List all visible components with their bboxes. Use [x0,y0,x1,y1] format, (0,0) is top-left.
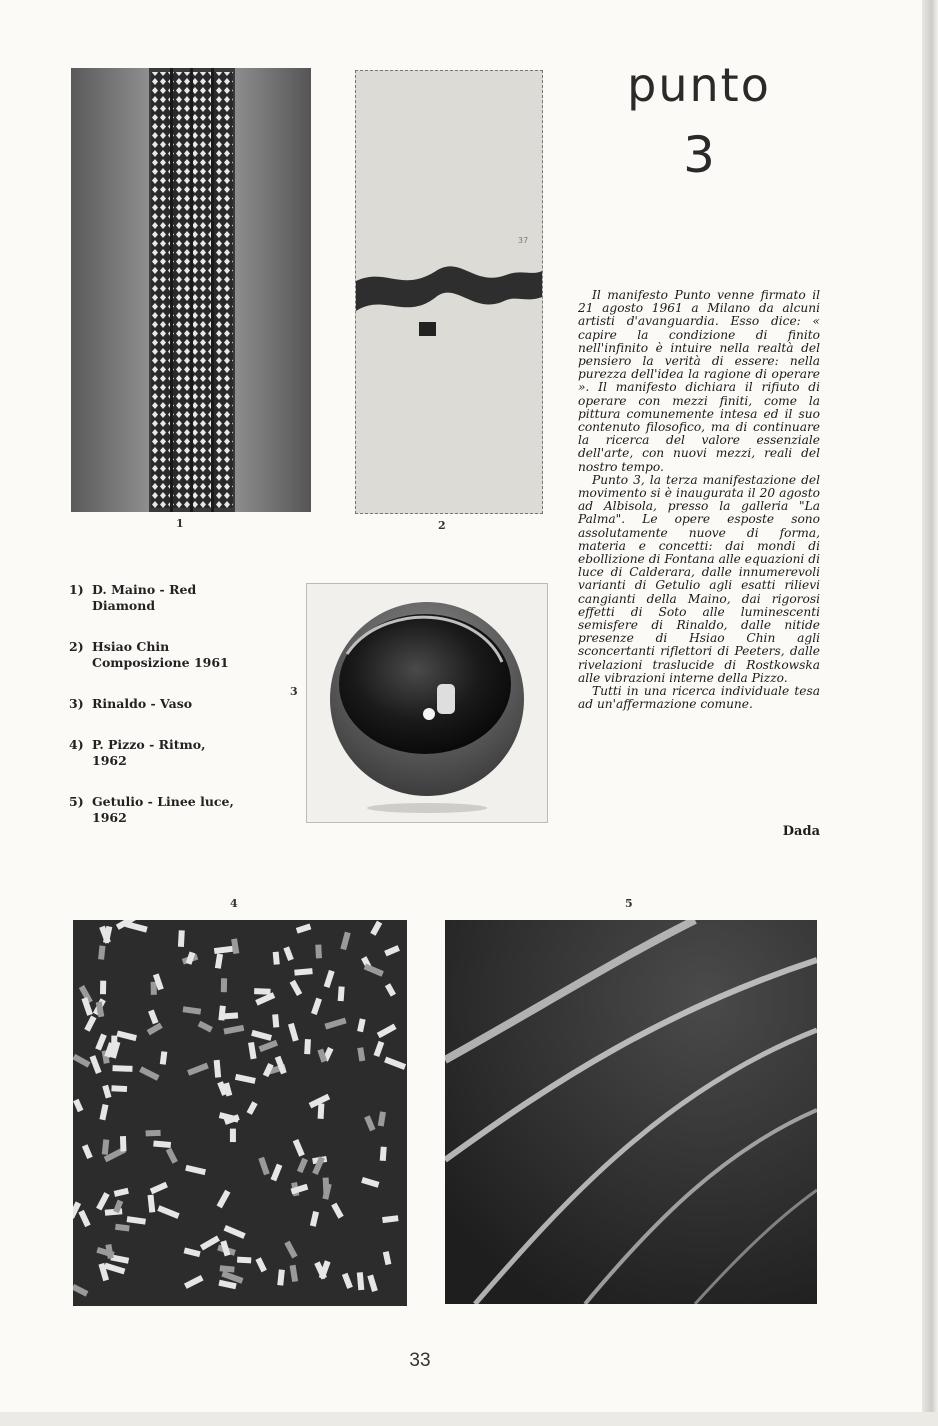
pattern-tile [361,1177,379,1188]
figure-1-red-diamond [71,68,311,512]
pattern-tile [105,1244,113,1259]
caption-text: Hsiao Chin Composizione 1961 [92,639,229,670]
caption-item [69,737,239,769]
pattern-tile [364,964,384,977]
caption-item [69,639,239,671]
pattern-tile [385,983,396,996]
caption-text: Getulio - Linee luce, 1962 [92,794,234,825]
pattern-tile [259,1040,278,1052]
pattern-tile [271,1164,283,1182]
pattern-tile [224,1225,246,1239]
pattern-tile [223,1025,244,1035]
pattern-tile [357,1018,366,1032]
page-title: punto [627,58,771,112]
figure-4-ritmo [73,920,407,1306]
pattern-tile [112,1065,132,1072]
pattern-tile [220,1265,235,1272]
pattern-tile [139,1066,159,1080]
bottom-strip [0,1412,938,1426]
pattern-tile [185,1165,206,1175]
pattern-tile [273,952,280,965]
figure-4-image [73,920,407,1306]
pattern-tile [318,1103,325,1119]
pattern-tile [84,1016,96,1032]
pattern-tile [251,1030,272,1041]
pattern-tile [150,1182,168,1194]
figure-3-number: 3 [290,685,298,698]
pattern-tile [114,1188,129,1197]
figure-5-image [445,920,817,1304]
pattern-tile [324,1018,346,1030]
pattern-tile [342,1273,353,1289]
article-signature: Dada [782,824,820,839]
pattern-tile [323,1177,330,1194]
caption-item [69,582,239,614]
pattern-tile [166,1148,178,1164]
pattern-tile [311,998,322,1015]
pattern-tile [148,1195,156,1213]
pattern-tile [73,1284,88,1297]
pattern-tile [288,1023,299,1042]
pattern-tile [304,1039,311,1054]
pattern-tile [148,1009,158,1024]
pattern-tile [383,1251,392,1265]
pattern-tile [382,1215,398,1223]
pattern-tile [187,1063,209,1076]
pattern-tile [283,946,293,961]
pattern-tile [218,1280,236,1289]
figure-2-number: 2 [438,519,446,532]
figure-1-image [71,68,311,512]
pattern-tile [82,1144,93,1159]
pattern-tile [160,1051,168,1065]
pattern-tile [258,1157,269,1176]
pattern-tile [215,954,223,969]
figure-2-composizione [355,70,543,514]
pattern-tile [297,1158,308,1173]
pattern-tile [73,1099,83,1112]
page-title-number: 3 [683,126,715,184]
caption-number: 5) [69,794,84,809]
caption-text: Rinaldo - Vaso [92,696,193,711]
pattern-tile [290,980,303,996]
pattern-tile [310,1211,319,1227]
caption-text: D. Maino - Red Diamond [92,582,197,613]
pattern-tile [104,1263,125,1275]
pattern-tile [217,1190,231,1209]
pattern-tile [95,1034,107,1051]
pattern-tile [378,1111,386,1126]
pattern-tile [184,1275,204,1289]
pattern-tile [183,1006,202,1014]
pattern-tile [178,930,185,947]
pattern-tile [146,1130,161,1137]
pattern-tile [370,921,382,936]
pattern-tile [157,1205,179,1219]
pattern-tile [214,1060,221,1078]
pattern-tile [230,1129,236,1142]
pattern-tile [340,932,350,951]
figure-captions [69,582,239,851]
pattern-tile [120,1136,127,1151]
page-edge [922,0,938,1426]
caption-item [69,696,239,712]
pattern-tile [221,978,227,992]
article-paragraph: Il manifesto Punto venne firmato il 21 agosto 1961 a Milano da alcuni artisti d'avanguardia. Esso dice: « capire la condizione di finito nell'infinito è intuire nella realtà del pensiero la verità di essere: nella purezza dell'idea la ragione di operare ». Il manifesto dichiara il rifiuto di operare con mezzi finiti, come la pittura comunemente intesa ed il suo contenuto filosofico, ma di continuare la ricerca del valore essenziale dell'arte, con nuovi mezzi, reali del nostro tempo. [578,288,820,474]
pattern-tile [364,1115,375,1131]
caption-number: 2) [69,639,84,654]
pattern-tile [73,1054,91,1068]
pattern-tile [96,1192,110,1210]
pattern-tile [184,1247,201,1257]
pattern-tile [290,1265,299,1282]
svg-text:37: 37 [518,236,529,245]
figure-5-number: 5 [625,897,633,910]
figure-1-number: 1 [176,517,184,530]
pattern-tile [254,988,271,995]
pattern-tile [357,1272,365,1290]
pattern-tile [116,1030,137,1041]
pattern-tile [214,946,233,954]
pattern-tile [90,1055,102,1074]
pattern-tile [99,1104,108,1120]
figure-4-number: 4 [230,897,238,910]
pattern-tile [377,1024,397,1039]
pattern-tile [198,1021,213,1033]
article-paragraph: Punto 3, la terza manifestazione del movimento si è inaugurata il 20 agosto ad Albisola, presso la galleria "La Palma". Le opere esposte sono assolutamente nuove di forma, materia e concetti: dai mondi di ebollizione di Fontana alle equazioni di luce di Calderara, dalle innumerevoli varianti di Getulio agli esatti rilievi cangianti della Maino, dai rigorosi effetti di Soto alle luminescenti semisfere di Rinaldo, dalle nitide presenze di Hsiao Chin agli sconcertanti riflettori di Peeters, dalle rivelazioni traslucide di Rostkowska alle vibrazioni interne della Pizzo. [578,472,820,685]
figure-2-image [356,71,542,513]
pattern-tile [384,945,400,956]
pattern-tile [102,1085,111,1099]
pattern-tile [357,1047,365,1061]
pattern-tile [200,1235,220,1250]
figure-5-linee-luce [445,920,817,1304]
figure-3-vaso [306,583,548,823]
pattern-tile [367,1274,378,1291]
article-paragraph: Tutti in una ricerca individuale tesa ad un'affermazione comune. [578,684,820,712]
pattern-tile [73,1201,81,1218]
caption-number: 1) [69,582,84,597]
caption-number: 4) [69,737,84,752]
pattern-tile [102,1139,110,1155]
caption-text: P. Pizzo - Ritmo, 1962 [92,737,206,768]
pattern-tile [331,1203,344,1219]
pattern-tile [296,924,312,934]
pattern-tile [247,1101,258,1115]
figure-3-image [307,584,547,822]
pattern-tile [277,1269,285,1285]
pattern-tile [284,1241,297,1259]
pattern-tile [235,1074,256,1084]
pattern-tile [111,1085,127,1092]
pattern-tile [115,1224,130,1232]
page-number: 33 [409,1350,431,1371]
pattern-tile [111,1036,117,1054]
pattern-tile [78,1210,90,1227]
pattern-tile [338,986,345,1001]
pattern-tile [374,1041,385,1057]
pattern-tile [153,1140,171,1147]
pattern-tile [98,945,105,959]
caption-number: 3) [69,696,84,711]
pattern-tile [272,1014,279,1028]
pattern-tile [380,1147,387,1161]
pattern-tile [315,944,322,958]
pattern-tile [147,1023,163,1036]
pattern-tile [248,1042,257,1059]
article-body [578,289,820,712]
pattern-tile [127,1216,146,1225]
pattern-tile [294,968,312,976]
pattern-tile [293,1139,305,1157]
pattern-tile [324,970,335,988]
caption-item [69,794,239,826]
pattern-tile [237,1257,251,1264]
pattern-tile [100,981,106,995]
pattern-tile [384,1057,406,1070]
pattern-tile [255,1257,266,1272]
